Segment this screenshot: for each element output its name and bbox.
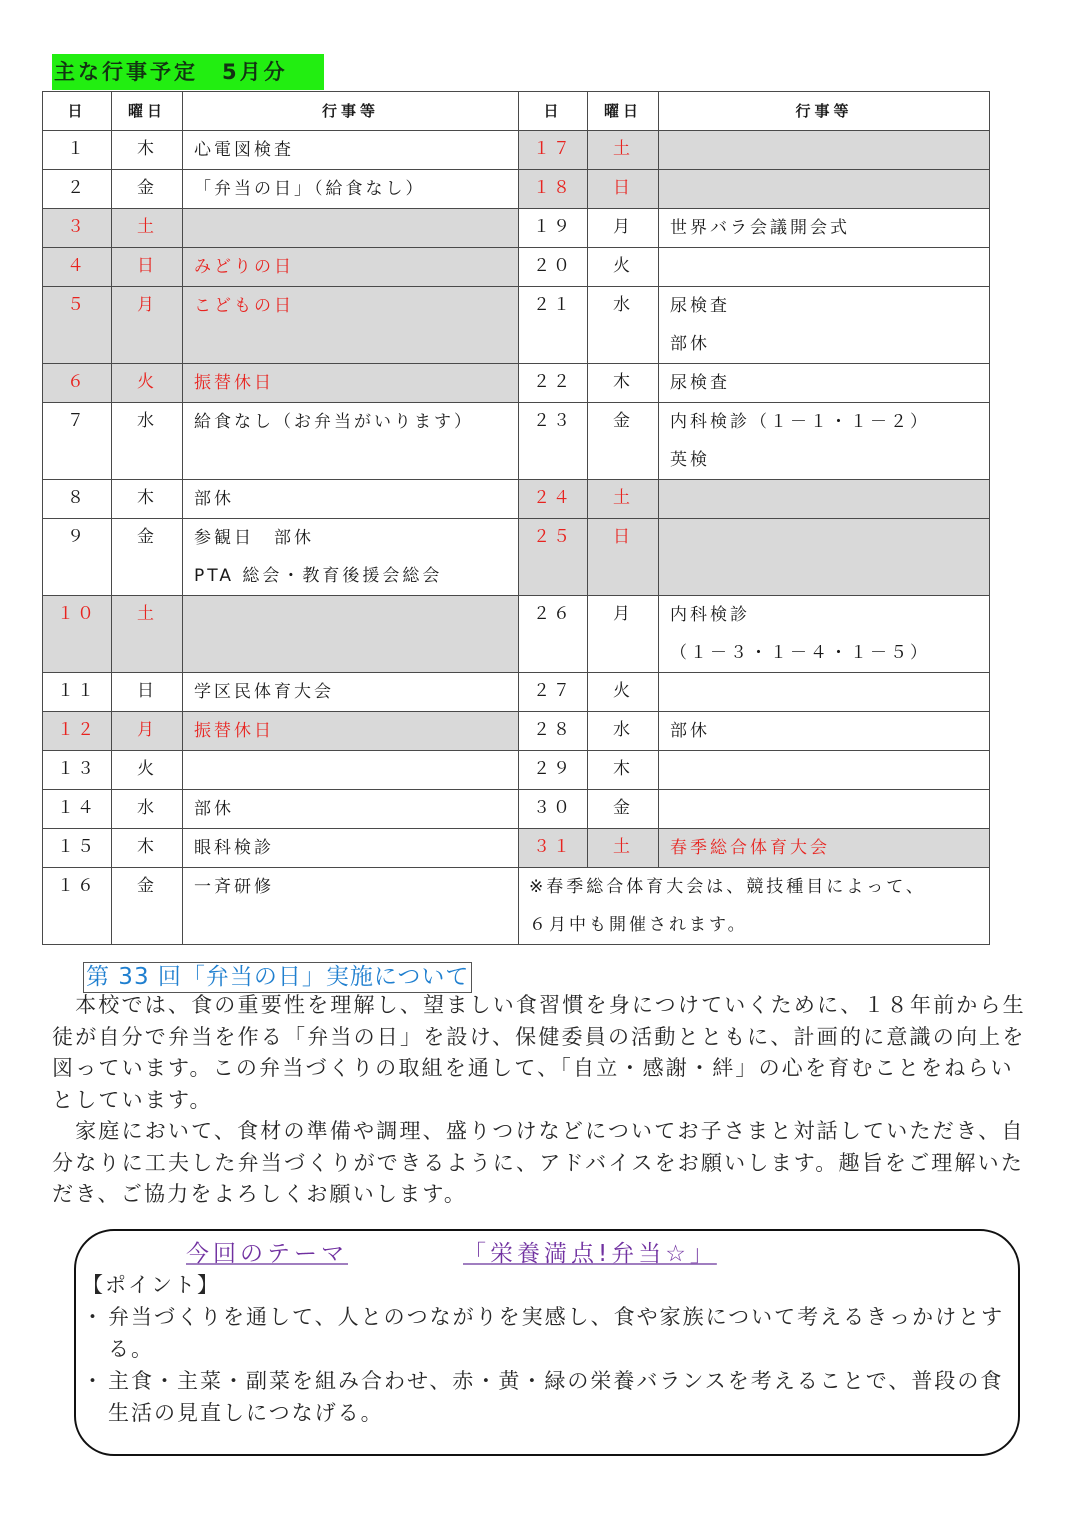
- table-row: [43, 712, 990, 751]
- weekday-cell: 土: [588, 480, 659, 519]
- weekday-cell: 水: [112, 790, 183, 829]
- day-cell: ３０: [519, 790, 588, 829]
- event-text: [670, 519, 989, 557]
- event-text: 給食なし（お弁当がいります）: [194, 412, 474, 432]
- event-cell: [183, 790, 519, 829]
- weekday-cell: 土: [588, 829, 659, 868]
- weekday-cell: 日: [112, 673, 183, 712]
- weekday-cell: 日: [112, 248, 183, 287]
- event-text: 心電図検査: [194, 140, 294, 160]
- day-cell: １５: [43, 829, 112, 868]
- weekday-cell: 火: [588, 248, 659, 287]
- day-cell: ３１: [519, 829, 588, 868]
- theme-value: 「栄養満点!弁当☆」: [463, 1241, 717, 1267]
- table-row: [43, 364, 990, 403]
- weekday-cell: 月: [112, 287, 183, 364]
- weekday-cell: 木: [588, 751, 659, 790]
- event-text: [194, 209, 518, 247]
- day-cell: ２５: [519, 519, 588, 596]
- event-text: [670, 131, 989, 169]
- event-text: PTA 総会・教育後援会総会: [194, 566, 443, 586]
- event-text: 内科検診: [670, 605, 750, 625]
- weekday-cell: 木: [588, 364, 659, 403]
- note-text: ６月中も開催されます。: [529, 915, 748, 935]
- day-cell: １４: [43, 790, 112, 829]
- event-cell: [183, 170, 519, 209]
- point-item: [82, 1365, 1017, 1429]
- weekday-cell: 土: [112, 596, 183, 673]
- day-cell: ９: [43, 519, 112, 596]
- event-cell: [183, 673, 519, 712]
- points-label: 【ポイント】: [82, 1273, 220, 1297]
- event-cell: [183, 403, 519, 480]
- event-text: こどもの日: [194, 296, 294, 316]
- event-text: 学区民体育大会: [194, 682, 334, 702]
- event-text: [670, 170, 989, 208]
- weekday-cell: 水: [112, 403, 183, 480]
- theme-heading: [186, 1235, 717, 1268]
- theme-points: [82, 1269, 1017, 1429]
- event-cell: [659, 364, 990, 403]
- paragraph: 家庭において、食材の準備や調理、盛りつけなどについてお子さまと対話していただき、自分なりに工夫した弁当づくりができるように、アドバイスをお願いします。趣旨をご理解いただき、ご協力をよろしくお願いします。: [52, 1119, 1025, 1206]
- event-cell: [183, 868, 519, 945]
- day-cell: ４: [43, 248, 112, 287]
- event-text: [194, 596, 518, 634]
- paragraph: 本校では、食の重要性を理解し、望ましい食習慣を身につけていくために、１８年前から生徒が自分で弁当を作る「弁当の日」を設け、保健委員の活動とともに、計画的に意識の向上を図っています。この弁当づくりの取組を通して、「自立・感謝・絆」の心を育むことをねらいとしています。: [52, 993, 1026, 1112]
- bullet-icon: ・: [82, 1369, 105, 1393]
- table-row: [43, 287, 990, 364]
- weekday-cell: 月: [588, 209, 659, 248]
- table-row: [43, 790, 990, 829]
- weekday-cell: 日: [588, 170, 659, 209]
- event-text: 尿検査: [670, 296, 730, 316]
- weekday-cell: 水: [588, 712, 659, 751]
- header-day: 日: [43, 92, 112, 131]
- weekday-cell: 土: [588, 131, 659, 170]
- day-cell: １２: [43, 712, 112, 751]
- day-cell: １６: [43, 868, 112, 945]
- table-row: [43, 403, 990, 480]
- event-cell: [659, 131, 990, 170]
- day-cell: ２８: [519, 712, 588, 751]
- event-cell: [659, 248, 990, 287]
- event-text: 尿検査: [670, 373, 730, 393]
- bullet-icon: ・: [82, 1305, 105, 1329]
- event-text: [670, 790, 989, 828]
- day-cell: ２３: [519, 403, 588, 480]
- day-cell: ５: [43, 287, 112, 364]
- event-cell: [659, 751, 990, 790]
- weekday-cell: 金: [112, 170, 183, 209]
- weekday-cell: 木: [112, 480, 183, 519]
- weekday-cell: 金: [588, 790, 659, 829]
- weekday-cell: 火: [112, 751, 183, 790]
- day-cell: ２９: [519, 751, 588, 790]
- event-cell: [659, 403, 990, 480]
- event-text: （１－３・１－４・１－５）: [670, 643, 930, 663]
- weekday-cell: 月: [588, 596, 659, 673]
- header-day: 日: [519, 92, 588, 131]
- event-cell: [183, 519, 519, 596]
- day-cell: １０: [43, 596, 112, 673]
- day-cell: ２４: [519, 480, 588, 519]
- day-cell: １１: [43, 673, 112, 712]
- event-text: 参観日 部休: [194, 528, 314, 548]
- event-text: [670, 751, 989, 789]
- weekday-cell: 日: [588, 519, 659, 596]
- event-cell: [183, 480, 519, 519]
- weekday-cell: 火: [112, 364, 183, 403]
- weekday-cell: 木: [112, 131, 183, 170]
- event-text: [670, 673, 989, 711]
- event-text: 一斉研修: [194, 877, 274, 897]
- table-row: [43, 480, 990, 519]
- table-row: [43, 519, 990, 596]
- day-cell: ２２: [519, 364, 588, 403]
- bento-day-title: 第 33 回「弁当の日」実施について: [83, 962, 472, 993]
- event-cell: [659, 519, 990, 596]
- event-cell: [659, 480, 990, 519]
- day-cell: ８: [43, 480, 112, 519]
- table-header-row: [43, 92, 990, 131]
- event-text: 世界バラ会議開会式: [670, 218, 850, 238]
- event-cell: [183, 248, 519, 287]
- table-row: [43, 596, 990, 673]
- table-row: [43, 868, 990, 945]
- event-cell: [183, 829, 519, 868]
- event-cell: [659, 596, 990, 673]
- schedule-title: 主な行事予定 5月分: [52, 54, 324, 90]
- point-item: [82, 1301, 1017, 1365]
- weekday-cell: 金: [112, 868, 183, 945]
- event-cell: [183, 131, 519, 170]
- event-text: [670, 480, 989, 518]
- event-text: 部休: [194, 799, 234, 819]
- point-text: 弁当づくりを通して、人とのつながりを実感し、食や家族について考えるきっかけとする。: [108, 1305, 1005, 1361]
- event-cell: [659, 673, 990, 712]
- point-text: 主食・主菜・副菜を組み合わせ、赤・黄・緑の栄養バランスを考えることで、普段の食生活の見直しにつなげる。: [108, 1369, 1004, 1425]
- event-text: 振替休日: [194, 721, 274, 741]
- event-cell: [659, 170, 990, 209]
- event-text: 英検: [670, 450, 710, 470]
- weekday-cell: 木: [112, 829, 183, 868]
- weekday-cell: 金: [112, 519, 183, 596]
- event-text: 「弁当の日」（給食なし）: [194, 179, 426, 199]
- event-text: 春季総合体育大会: [670, 838, 830, 858]
- header-event: 行事等: [183, 92, 519, 131]
- event-cell: [659, 209, 990, 248]
- event-cell: [183, 364, 519, 403]
- day-cell: ２６: [519, 596, 588, 673]
- table-row: [43, 209, 990, 248]
- table-row: [43, 751, 990, 790]
- table-row: [43, 170, 990, 209]
- event-text: 部休: [194, 489, 234, 509]
- event-cell: [183, 209, 519, 248]
- event-text: 内科検診（１－１・１－２）: [670, 412, 930, 432]
- day-cell: ２７: [519, 673, 588, 712]
- event-text: 眼科検診: [194, 838, 274, 858]
- header-weekday: 曜日: [588, 92, 659, 131]
- schedule-note: [519, 868, 990, 945]
- header-weekday: 曜日: [112, 92, 183, 131]
- event-cell: [659, 712, 990, 751]
- day-cell: ７: [43, 403, 112, 480]
- event-text: [670, 248, 989, 286]
- header-event: 行事等: [659, 92, 990, 131]
- event-text: 振替休日: [194, 373, 274, 393]
- schedule-table: [42, 91, 989, 945]
- event-text: みどりの日: [194, 257, 294, 277]
- day-cell: １９: [519, 209, 588, 248]
- day-cell: ２: [43, 170, 112, 209]
- weekday-cell: 金: [588, 403, 659, 480]
- weekday-cell: 月: [112, 712, 183, 751]
- day-cell: １７: [519, 131, 588, 170]
- day-cell: １３: [43, 751, 112, 790]
- day-cell: １８: [519, 170, 588, 209]
- day-cell: ６: [43, 364, 112, 403]
- day-cell: １: [43, 131, 112, 170]
- event-cell: [183, 712, 519, 751]
- note-text: ※春季総合体育大会は、競技種目によって、: [529, 877, 926, 897]
- weekday-cell: 水: [588, 287, 659, 364]
- event-text: [194, 751, 518, 789]
- event-text: 部休: [670, 721, 710, 741]
- event-cell: [183, 751, 519, 790]
- theme-box: [74, 1229, 1020, 1456]
- event-text: 部休: [670, 334, 710, 354]
- bento-day-description: [52, 990, 1027, 1211]
- weekday-cell: 火: [588, 673, 659, 712]
- day-cell: ２０: [519, 248, 588, 287]
- event-cell: [659, 790, 990, 829]
- table-row: [43, 131, 990, 170]
- day-cell: ３: [43, 209, 112, 248]
- event-cell: [183, 596, 519, 673]
- day-cell: ２１: [519, 287, 588, 364]
- theme-label: 今回のテーマ: [186, 1241, 348, 1267]
- event-cell: [659, 829, 990, 868]
- weekday-cell: 土: [112, 209, 183, 248]
- table-row: [43, 673, 990, 712]
- table-row: [43, 829, 990, 868]
- event-cell: [659, 287, 990, 364]
- table-row: [43, 248, 990, 287]
- event-cell: [183, 287, 519, 364]
